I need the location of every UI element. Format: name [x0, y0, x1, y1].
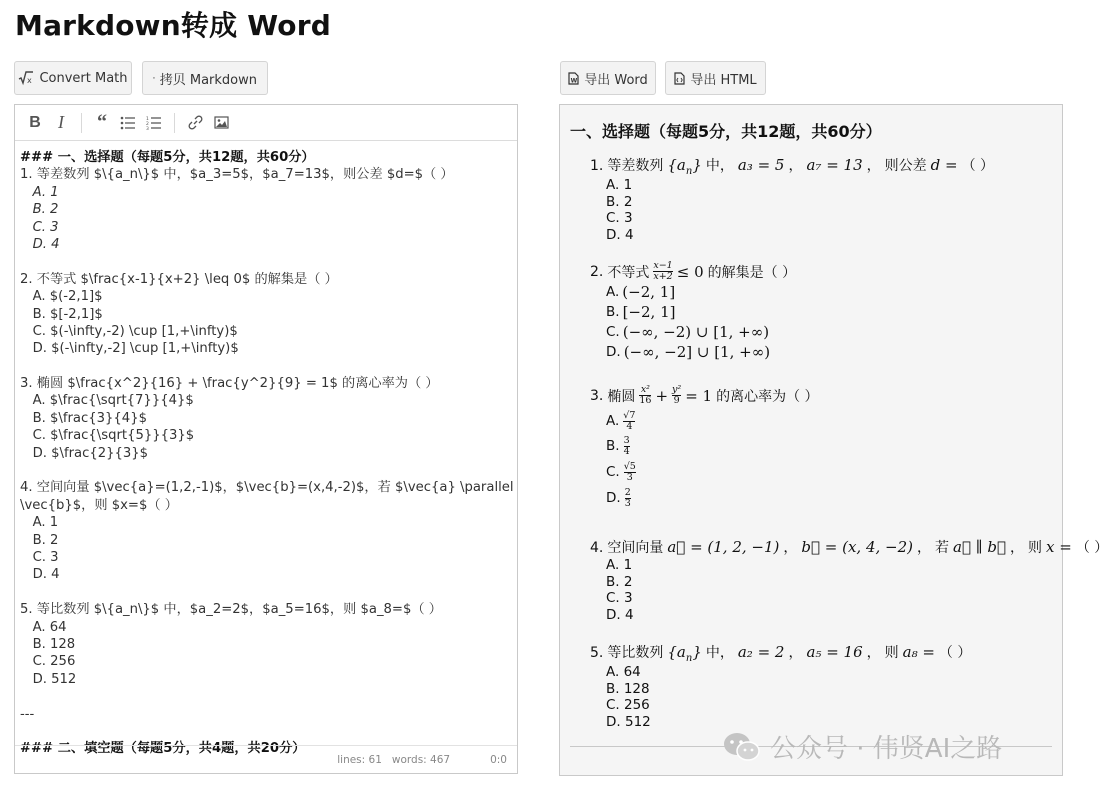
source-line[interactable]: D. $(-\infty,-2] \cup [1,+\infty)$ — [20, 341, 239, 357]
bold-icon[interactable]: B — [29, 113, 41, 131]
question-text: 等比数列 — [607, 645, 664, 661]
toolbar-divider — [174, 113, 175, 133]
option: D. 4 — [606, 226, 634, 243]
math-fraction: $\frac{x-1}{x+2}$ — [653, 260, 673, 282]
source-line[interactable]: A. 1 — [20, 184, 59, 200]
math-expression: a₅ = 16 — [806, 643, 863, 661]
option: C. 3 — [606, 210, 633, 227]
file-word-icon — [568, 72, 579, 85]
export-word-label: 导出 Word — [584, 72, 648, 88]
math-expression: a₇ = 13 — [806, 156, 863, 174]
math-expression: a⃗ = (1, 2, −1) — [667, 538, 780, 556]
math-sequence: $\{a_n\}$ — [667, 643, 702, 664]
image-icon[interactable] — [209, 111, 233, 135]
source-line[interactable]: B. $[-2,1]$ — [20, 306, 103, 322]
quote-icon[interactable]: “ — [97, 111, 107, 133]
svg-text:1: 1 — [146, 116, 149, 122]
source-line[interactable]: \vec{b}$，则 $x=$（ ） — [20, 497, 178, 513]
source-line[interactable]: C. $\frac{\sqrt{5}}{3}$ — [20, 428, 195, 444]
copy-icon — [153, 71, 155, 85]
question-text: 若 — [935, 540, 949, 556]
line-count: lines: 61 — [337, 753, 382, 766]
question-number: 3. — [590, 387, 604, 404]
source-line[interactable]: D. 512 — [20, 671, 77, 687]
source-line[interactable]: A. 1 — [20, 515, 59, 531]
option: B. 2 — [606, 573, 633, 590]
source-line[interactable]: B. 2 — [20, 532, 59, 548]
source-line[interactable]: ### 一、选择题（每题5分，共12题，共60分） — [20, 150, 315, 165]
math-expression: x = — [1046, 538, 1072, 556]
svg-text:W: W — [570, 77, 578, 84]
question-text: 椭圆 — [607, 388, 636, 405]
math-expression: a₃ = 5 — [737, 156, 785, 174]
math-expression: b⃗ = (x, 4, −2) — [801, 538, 913, 556]
source-line[interactable]: D. $\frac{2}{3}$ — [20, 445, 149, 461]
question-text: 则公差 — [884, 158, 927, 174]
source-line[interactable]: C. 256 — [20, 654, 76, 670]
option: C. 3 — [606, 590, 633, 607]
question-text: 不等式 — [607, 264, 650, 281]
source-line[interactable] — [20, 688, 513, 705]
math-expression: ≤ 0 — [676, 262, 704, 281]
italic-icon[interactable]: I — [58, 112, 64, 132]
math-sequence: $\{a_n\}$ — [667, 156, 702, 177]
source-line[interactable]: C. 3 — [20, 219, 59, 235]
source-line[interactable]: 1. 等差数列 $\{a_n\}$ 中，$a_3=5$，$a_7=13$，则公差 $d=$（ ） — [20, 167, 454, 183]
source-line[interactable]: 3. 椭圆 $\frac{x^2}{16} + \frac{y^2}{9} = 1$ 的离心率为（ ） — [20, 376, 439, 392]
question-text: （ ） — [1075, 540, 1108, 556]
source-line[interactable]: ### 二、填空题（每题5分，共4题，共20分） — [20, 741, 306, 757]
numbered-list-icon[interactable] — [142, 111, 166, 135]
preview-heading: 一、选择题（每题5分，共12题，共60分） — [570, 122, 882, 141]
source-line[interactable] — [20, 462, 513, 479]
question-number: 5. — [590, 645, 604, 661]
option: C. $\frac{√5}{3}$ — [606, 461, 636, 483]
math-expression: a⃗ ∥ b⃗ — [953, 538, 1007, 556]
source-line[interactable]: B. 128 — [20, 636, 76, 652]
math-expression: d = — [930, 156, 958, 174]
svg-text:x: x — [27, 76, 33, 85]
option: B. 128 — [606, 680, 650, 697]
source-line[interactable]: A. 64 — [20, 619, 67, 635]
source-line[interactable]: 2. 不等式 $\frac{x-1}{x+2} \leq 0$ 的解集是（ ） — [20, 271, 338, 287]
question-text: 的解集是（ ） — [707, 264, 797, 281]
export-html-button[interactable] — [665, 61, 766, 95]
source-line[interactable]: A. $\frac{\sqrt{7}}{4}$ — [20, 393, 194, 409]
copy-markdown-label: 拷贝 Markdown — [159, 72, 257, 88]
source-line[interactable]: A. $(-2,1]$ — [20, 289, 103, 305]
option: A. (−2, 1] — [606, 282, 676, 301]
source-line[interactable]: B. 2 — [20, 202, 59, 218]
question-text: 中， — [705, 645, 734, 661]
math-expression: a₂ = 2 — [737, 643, 785, 661]
svg-text:3: 3 — [146, 126, 149, 132]
question-text: 则 — [1028, 540, 1043, 556]
source-line[interactable]: 4. 空间向量 $\vec{a}=(1,2,-1)$，$\vec{b}=(x,4,-2)$，若 $\vec{a} \parallel — [20, 480, 514, 496]
toolbar-divider — [81, 113, 82, 133]
option: A. 1 — [606, 177, 633, 193]
question-text: 则 — [884, 645, 899, 661]
link-icon[interactable] — [183, 111, 207, 135]
export-word-button[interactable] — [560, 61, 656, 95]
question-2 — [590, 261, 796, 362]
bullet-list-icon[interactable] — [116, 111, 140, 135]
question-text: （ ） — [938, 645, 972, 661]
math-expression: a₈ = — [902, 643, 935, 661]
option: D. (−∞, −2] ∪ [1, +∞) — [606, 342, 771, 361]
page-title: Markdown转成 Word — [15, 9, 331, 42]
source-line[interactable]: B. $\frac{3}{4}$ — [20, 410, 147, 426]
source-line[interactable] — [20, 723, 513, 740]
copy-markdown-button[interactable] — [142, 61, 268, 95]
wechat-logo-icon — [722, 731, 762, 763]
question-text: 等差数列 — [607, 158, 664, 174]
source-line[interactable]: C. $(-\infty,-2) \cup [1,+\infty)$ — [20, 323, 238, 339]
question-5: 5. 等比数列 $\{a_n\}$ 中， a₂ = 2 ， a₅ = 16 ， 则 a₈ = （ ） A. 64 B. 128 C. 256 D. 512 — [590, 643, 972, 730]
editor-statusbar — [15, 745, 517, 773]
file-code-icon — [674, 72, 685, 85]
source-line[interactable]: C. 3 — [20, 549, 59, 565]
math-fraction: $\frac{\text{y²}}{9}$ — [672, 384, 682, 406]
option: B. 2 — [606, 193, 633, 210]
question-number: 1. — [590, 158, 604, 174]
markdown-source[interactable] — [20, 149, 514, 757]
watermark — [722, 728, 1002, 765]
question-number: 2. — [590, 263, 604, 280]
convert-math-button[interactable] — [14, 61, 132, 95]
option: A. 64 — [606, 664, 641, 680]
word-count: words: 467 — [391, 753, 451, 766]
source-line[interactable]: 5. 等比数列 $\{a_n\}$ 中，$a_2=2$，$a_5=16$，则 $a_8=$（ ） — [20, 602, 442, 618]
option: D. $\frac{2}{3}$ — [606, 487, 631, 509]
cursor-position: 0:0 — [490, 753, 507, 766]
markdown-editor[interactable] — [14, 104, 518, 774]
watermark-text: 公众号 · 伟贤AI之路 — [770, 734, 1003, 764]
option: A. 1 — [606, 557, 633, 573]
option: B. $\frac{3}{4}$ — [606, 435, 630, 457]
question-text: 的离心率为（ ） — [716, 388, 819, 405]
question-text: 空间向量 — [607, 540, 664, 556]
question-text: 中， — [705, 158, 734, 174]
editor-toolbar — [15, 105, 517, 141]
option: B. [−2, 1] — [606, 302, 676, 321]
svg-text:2: 2 — [146, 121, 149, 127]
source-line[interactable] — [20, 358, 513, 375]
export-html-label: 导出 HTML — [690, 72, 757, 88]
sqrt-x-icon — [18, 71, 34, 85]
option: C. 256 — [606, 697, 650, 714]
source-line[interactable] — [20, 253, 513, 270]
question-text: （ ） — [961, 158, 995, 174]
source-line[interactable]: D. 4 — [20, 236, 60, 252]
source-line[interactable] — [20, 584, 513, 601]
source-line[interactable]: D. 4 — [20, 567, 60, 583]
convert-math-label: Convert Math — [39, 70, 128, 86]
source-line[interactable]: --- — [20, 706, 35, 722]
preview-pane — [559, 104, 1108, 776]
option: C. (−∞, −2) ∪ [1, +∞) — [606, 322, 770, 341]
math-fraction: $\frac{\text{x²}}{16}$ — [639, 384, 652, 406]
option: A. $\frac{√7}{4}$ — [606, 410, 636, 432]
question-1: 1. 等差数列 $\{a_n\}$ 中， a₃ = 5 ， a₇ = 13 ， 则公差 d = （ ） A. 1 B. 2 C. 3 D. 4 — [590, 156, 995, 243]
option: D. 4 — [606, 606, 634, 623]
question-number: 4. — [590, 540, 604, 556]
question-3: 3. 椭圆 $\frac{\text{x²}}{16}$ + $\frac{\text{y²}}{9}$ = 1 的离心率为（ ） A. $\frac{√7}{4}$ B. $\frac{3}{4}$ C. $\frac{√5}{3}$ D. $\frac{2}{3}$ — [590, 384, 819, 509]
option: D. 512 — [606, 713, 651, 730]
question-4: 4. 空间向量 a⃗ = (1, 2, −1) ， b⃗ = (x, 4, −2) ， 若 a⃗ ∥ b⃗ ， 则 x = （ ） A. 1 B. 2 C. 3 D. 4 — [590, 538, 1108, 623]
